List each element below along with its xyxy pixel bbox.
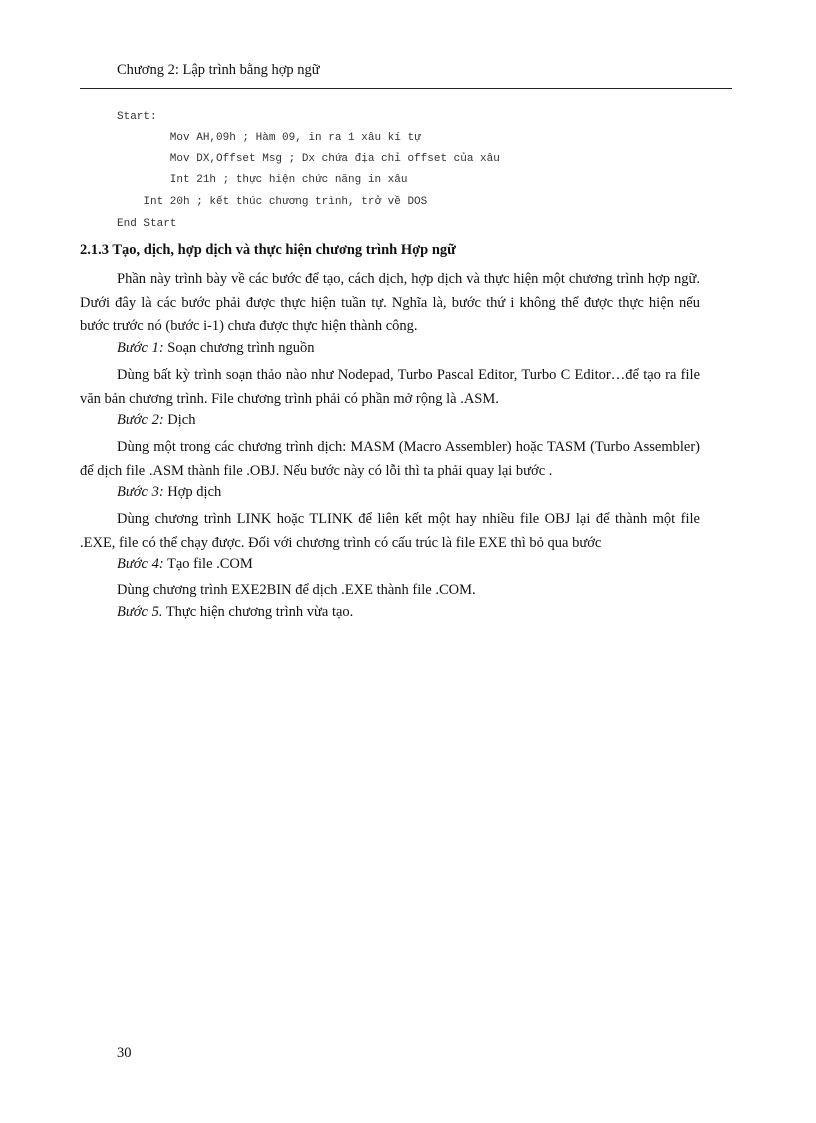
step-2-description [80,436,700,483]
step-1-name: Soạn chương trình nguồn [163,340,315,356]
code-line: End Start [117,218,177,230]
step-5-name: Thực hiện chương trình vừa tạo. [162,604,354,620]
step-4-text: Dùng chương trình EXE2BIN để dịch .EXE thành file .COM. [117,582,476,598]
header-divider [80,88,732,89]
code-line: Mov AH,09h ; Hàm 09, in ra 1 xâu kí tự [117,132,421,144]
step-2-text: Dùng một trong các chương trình dịch: MASM (Macro Assembler) hoặc TASM (Turbo Assembler) để dịch file .ASM thành file .OBJ. Nếu bước này có lỗi thì ta phải quay lại bước . [80,439,700,479]
step-4-label: Bước 4: [117,556,164,572]
step-3-label: Bước 3: [117,484,164,500]
code-line: Int 21h ; thực hiện chức năng in xâu [117,174,408,186]
step-1-label: Bước 1: [117,340,164,356]
step-2-label: Bước 2: [117,412,164,428]
step-3-name: Hợp dịch [163,484,222,500]
intro-paragraph [80,268,700,339]
step-1-text: Dùng bất kỳ trình soạn thảo nào như Nodepad, Turbo Pascal Editor, Turbo C Editor…để tạo ra file văn bản chương trình. File chương trình phải có phần mở rộng là .ASM. [80,367,700,407]
step-5-title [117,604,353,621]
step-3-title [117,484,221,501]
step-2-title [117,412,195,429]
code-line: Mov DX,Offset Msg ; Dx chứa địa chỉ offset của xâu [117,153,500,165]
step-3-text: Dùng chương trình LINK hoặc TLINK để liên kết một hay nhiều file OBJ lại để thành một file .EXE, file có thể chạy được. Đối với chương trình có cấu trúc là file EXE thì bỏ qua bước [80,511,700,551]
step-3-description [80,508,700,555]
intro-text: Phần này trình bày về các bước để tạo, cách dịch, hợp dịch và thực hiện một chương trình hợp ngữ. Dưới đây là các bước phải được thực hiện tuần tự. Nghĩa là, bước thứ i không thể được thực hiện nếu bước trước nó (bước i-1) chưa được thực hiện thành công. [80,271,700,334]
step-4-name: Tạo file .COM [163,556,253,572]
section-heading: 2.1.3 Tạo, dịch, hợp dịch và thực hiện chương trình Hợp ngữ [80,242,456,258]
step-1-description [80,364,700,411]
step-2-name: Dịch [163,412,196,428]
step-4-description [80,579,700,603]
code-line: Start: [117,111,157,123]
page-header: Chương 2: Lập trình bằng hợp ngữ [117,62,320,78]
page-number: 30 [117,1045,132,1061]
code-line: Int 20h ; kết thúc chương trình, trở về DOS [117,196,428,208]
step-5-label: Bước 5. [117,604,163,620]
step-4-title [117,556,253,573]
step-1-title [117,340,315,357]
